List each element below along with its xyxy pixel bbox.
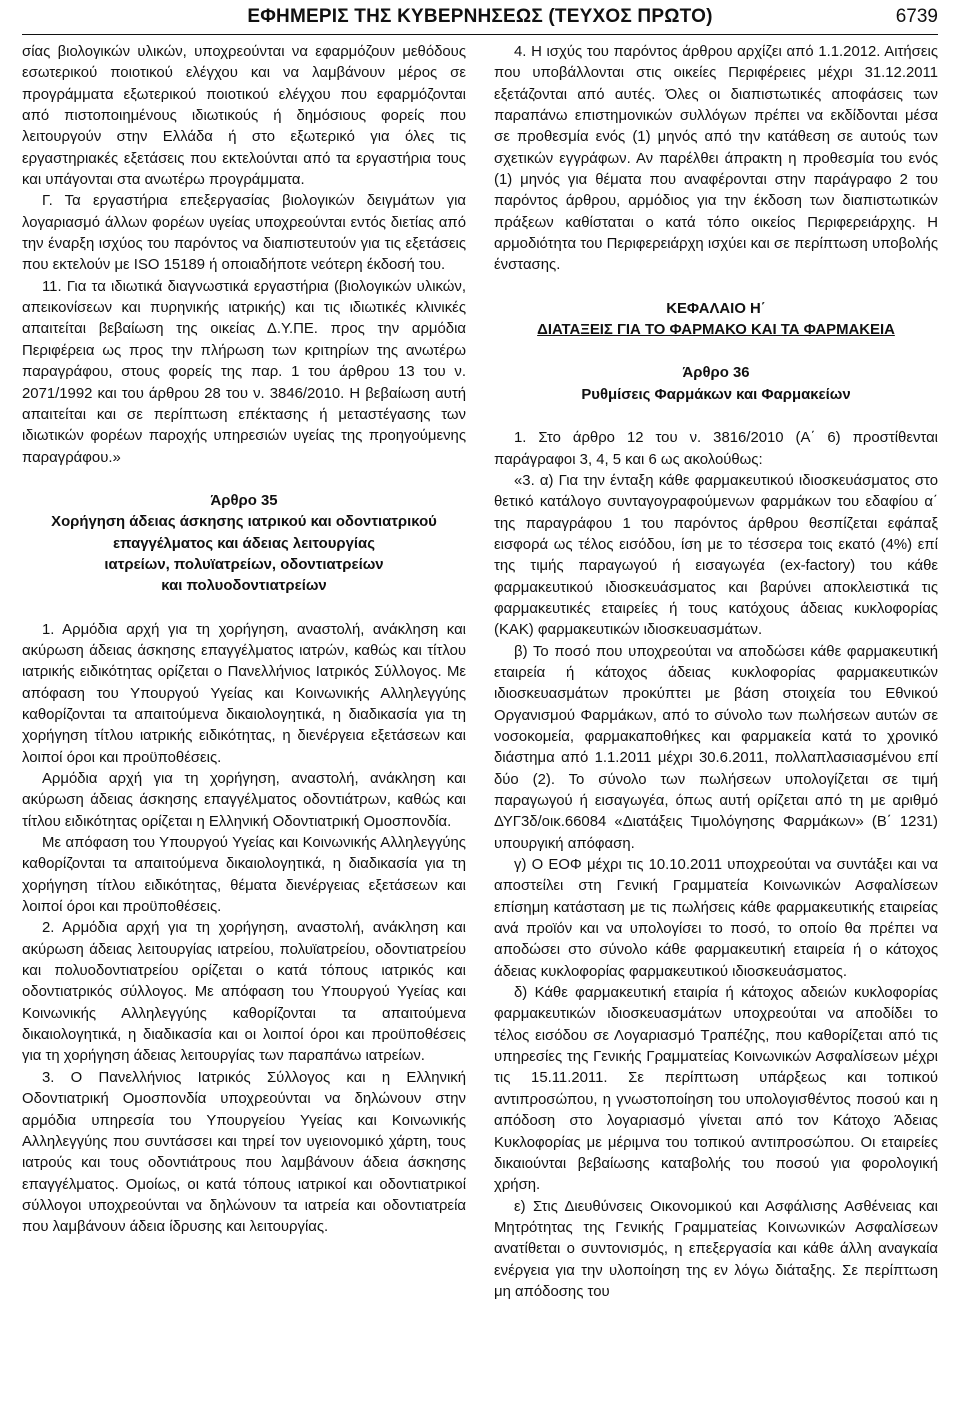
paragraph: 1. Αρμόδια αρχή για τη χορήγηση, αναστολή, ανάκληση και ακύρωση άδειας άσκησης επαγγέλματος ιατρών, καθώς και τίτλου ιατρικής ειδικότητας ορίζεται ο Πανελλήνιος Ιατρικός Σύλλογος. Με απόφαση του Υπουργού Υγείας και Κοινωνικής Αλληλεγγύης καθορίζονται τα απαιτούμενα δικαιολογητικά, η διαδικασία για τη χορήγηση τίτλου ιατρικής ειδικότητας, η διενέργεια εξετάσεων και λοιποί όροι και προϋποθέσεις.	[22, 621, 466, 766]
chapter-title: ΚΕΦΑΛΑΙΟ Η΄	[666, 300, 766, 317]
paragraph: 3. Ο Πανελλήνιος Ιατρικός Σύλλογος και η Ελληνική Οδοντιατρική Ομοσπονδία υποχρεούνται να δηλώνουν στην αρμόδια υπηρεσία του Υπουργείου Υγείας και Κοινωνικής Αλληλεγγύης που συντάσσει και τηρεί τον υγειονομικό χάρτη, τους ιατρούς και τους οδοντιάτρους που λαμβάνουν άδεια άσκησης επαγγέλματος. Ομοίως, οι κατά τόπους ιατρικοί και οδοντιατρικοί σύλλογοι υποχρεούνται να δηλώνουν τα ιατρεία και οδοντιατρεία που λαμβάνουν άδεια ίδρυσης και λειτουργίας.	[22, 1069, 466, 1236]
article-36-title: Άρθρο 36	[682, 365, 750, 382]
article-35-title: Άρθρο 35	[210, 492, 278, 509]
paragraph: 1. Στο άρθρο 12 του ν. 3816/2010 (Α΄ 6) προστίθενται παράγραφοι 3, 4, 5 και 6 ως ακολούθως:	[494, 430, 938, 468]
paragraph: Αρμόδια αρχή για τη χορήγηση, αναστολή, ανάκληση και ακύρωση άδειας άσκησης επαγγέλματος οδοντιάτρων, καθώς και τίτλου ειδικότητας ορίζεται η Ελληνική Οδοντιατρική Ομοσπονδία.	[22, 771, 466, 830]
left-column	[22, 42, 466, 1419]
page-header	[22, 0, 938, 35]
paragraph: δ) Κάθε φαρμακευτική εταιρία ή κάτοχος αδειών κυκλοφορίας φαρμακευτικών ιδιοσκευασμάτων υποχρεούται να αποδίδει το τέλος εισόδου σε Λογαριασμό Τραπέζης, που καθορίζεται από τις υπηρεσίες της Γενικής Γραμματείας Κοινωνικών Ασφαλίσεων μέχρι τις 15.11.2011. Σε περίπτωση υπάρξεως και τοπικού αντιπροσώπου, η γνωστοποίηση του υπολογισθέντος ποσού και η απόδοση στο λογαριασμό γίνεται από τον Κάτοχο Άδειας Κυκλοφορίας με μέριμνα του τοπικού αντιπροσώπου. Οι εταιρείες δικαιούνται βεβαίωσης καταβολής του ποσού για φορολογική χρήση.	[494, 985, 938, 1194]
paragraph: 4. Η ισχύς του παρόντος άρθρου αρχίζει από 1.1.2012. Αιτήσεις που υποβάλλονται στις οικείες Περιφέρειες μέχρι 31.12.2011 εξετάζονται από αυτές. Όλες οι διαπιστωτικές αποφάσεις των παραπάνω επιστημονικών συλλόγων πρέπει να εκδίδονται μέσα σε προθεσμία ενός (1) μηνός από την κατάθεση σε αυτούς των σχετικών εγγράφων. Αν παρέλθει άπρακτη η προθεσμία του ενός (1) μηνός για θέματα που αναφέρονται στην παράγραφο 2 του παρόντος άρθρου, αρμόδιος για την έκδοση των διαπιστωτικών πράξεων καθίσταται ο κατά τόπο οικείος Περιφερειάρχης. Η αρμοδιότητα του Περιφερειάρχη ισχύει και σε περίπτωση υποβολής ένστασης.	[494, 44, 938, 274]
text-columns	[22, 42, 938, 1419]
article-35-heading	[22, 491, 466, 598]
article-35-subtitle: επαγγέλματος και άδειας λειτουργίας	[113, 535, 375, 552]
paragraph: Γ. Τα εργαστήρια επεξεργασίας βιολογικών δειγμάτων για λογαριασμό άλλων φορέων υγείας υποχρεούνται εντός διετίας από την έναρξη ισχύος του παρόντος να διαπιστευτούν για τις εξετάσεις που εκτελούν με ISO 15189 ή οποιαδήποτε νεότερη έκδοσή του.	[22, 193, 466, 274]
chapter-heading	[494, 299, 938, 342]
article-36-heading	[494, 363, 938, 406]
article-35-subtitle: ιατρείων, πολυϊατρείων, οδοντιατρείων	[104, 556, 384, 573]
paragraph: «3. α) Για την ένταξη κάθε φαρμακευτικού ιδιοσκευάσματος στο θετικό κατάλογο συνταγογραφούμενων φαρμάκων του εδαφίου α΄ της παραγράφου 1 του παρόντος άρθρου θεσπίζεται εφάπαξ εισφορά ως τέλος εισόδου, ίση με το τέσσερα τοις εκατό (4%) επί της τιμής παραγωγού ή εισαγωγέα (ex-factory) του κάθε φαρμακευτικού ιδιοσκευάσματος και βαρύνει αποκλειστικά τις φαρμακευτικές εταιρείες ή τους κατόχους άδειας κυκλοφορίας (ΚΑΚ) φαρμακευτικών ιδιοσκευασμάτων.	[494, 472, 938, 639]
paragraph: 11. Για τα ιδιωτικά διαγνωστικά εργαστήρια (βιολογικών υλικών, απεικονίσεων και πυρηνικής ιατρικής) και τις ιδιωτικές κλινικές απαιτείται βεβαίωση της οικείας Δ.Υ.ΠΕ. προς την αρμόδια Περιφέρεια ως προς την πλήρωση των κριτηρίων της ανωτέρω παραγράφου, στους φορείς της παρ. 1 του άρθρου 13 του ν. 2071/1992 και του άρθρου 28 του ν. 3846/2010. Η βεβαίωση αυτή απαιτείται και σε περίπτωση επέκτασης ή μεταστέγασης των ιδιωτικών φορέων παροχής υπηρεσιών υγείας της προηγούμενης παραγράφου.»	[22, 278, 466, 466]
chapter-subtitle: ΔΙΑΤΑΞΕΙΣ ΓΙΑ ΤΟ ΦΑΡΜΑΚΟ ΚΑΙ ΤΑ ΦΑΡΜΑΚΕΙΑ	[537, 322, 895, 339]
paragraph: β) Το ποσό που υποχρεούται να αποδώσει κάθε φαρμακευτική εταιρεία ή κάτοχος άδειας κυκλοφορίας φαρμακευτικών ιδιοσκευασμάτων προκύπτει με βάση στοιχεία του Εθνικού Οργανισμού Φαρμάκων, από το σύνολο των πωλήσεων αυτών σε νοσοκομεία, φαρμακαποθήκες και φαρμακεία κατά το χρονικό διάστημα από 1.1.2011 μέχρι 30.6.2011, πολλαπλασιασμένου επί δύο (2). Το σύνολο των πωλήσεων υπολογίζεται σε τιμή παραγωγού ή εισαγωγέα, όπως αυτή ορίζεται από τη με αριθμό ΔΥΓ3δ/οικ.66084 «Διατάξεις Τιμολόγησης Φαρμάκων» (Β΄ 1231) υπουργική απόφαση.	[494, 643, 938, 852]
paragraph: σίας βιολογικών υλικών, υποχρεούνται να εφαρμόζουν μεθόδους εσωτερικού ποιοτικού ελέγχου και να λαμβάνουν μέρος σε προγράμματα εξωτερικού ποιοτικού ελέγχου που εφαρμόζονται από πιστοποιημένους ιδιωτικούς ή δημόσιους φορείς που λειτουργούν στην Ελλάδα ή στο εξωτερικό για όλες τις εργαστηριακές εξετάσεις που εκτελούνται από τα εργαστήρια τους και υπάγονται στα ανωτέρω προγράμματα.	[22, 44, 466, 189]
paragraph: Με απόφαση του Υπουργού Υγείας και Κοινωνικής Αλληλεγγύης καθορίζονται τα απαιτούμενα δικαιολογητικά, η διαδικασία για τη χορήγηση τίτλου ειδικότητας, θέματα διενέργειας εξετάσεων και λοιποί όροι και προϋποθέσεις.	[22, 835, 466, 916]
paragraph: 2. Αρμόδια αρχή για τη χορήγηση, αναστολή, ανάκληση και ακύρωση άδειας λειτουργίας ιατρείου, πολυϊατρείου, οδοντιατρείου και πολυοδοντιατρείου ορίζεται ο κατά τόπους ιατρικός και οδοντιατρικός σύλλογος. Με απόφαση του Υπουργού Υγείας και Κοινωνικής Αλληλεγγύης καθορίζονται τα απαιτούμενα δικαιολογητικά, η διαδικασία και οι λοιποί όροι και προϋποθέσεις για τη χορήγηση άδειας λειτουργίας των παραπάνω ιατρείων.	[22, 920, 466, 1065]
right-column	[494, 42, 938, 1419]
article-35-subtitle: και πολυοδοντιατρείων	[161, 578, 327, 595]
page-number: 6739	[895, 6, 938, 27]
paragraph: γ) Ο ΕΟΦ μέχρι τις 10.10.2011 υποχρεούται να συντάξει και να αποστείλει στη Γενική Γραμματεία Κοινωνικών Ασφαλίσεων επίσημη κατάσταση με τις πωλήσεις κάθε φαρμακευτικής εταιρείας ανά προϊόν και να υπολογίσει το ποσό, το οποίο θα πρέπει να αποδώσει στο σύνολο κάθε φαρμακευτική εταιρεία ή ο κάτοχος άδειας κυκλοφορίας φαρμακευτικού ιδιοσκευάσματος.	[494, 857, 938, 980]
article-36-subtitle: Ρυθμίσεις Φαρμάκων και Φαρμακείων	[581, 386, 851, 403]
gazette-title: ΕΦΗΜΕΡΙΣ ΤΗΣ ΚΥΒΕΡΝΗΣΕΩΣ (ΤΕΥΧΟΣ ΠΡΩΤΟ)	[247, 6, 713, 27]
paragraph: ε) Στις Διευθύνσεις Οικονομικού και Ασφάλισης Ασθένειας και Μητρότητας της Γενικής Γραμματείας Κοινωνικών Ασφαλίσεων ανατίθεται ο συντονισμός, η επεξεργασία και κάθε άλλη αναγκαία ενέργεια για την υλοποίηση της εν λόγω διάταξης. Σε περίπτωση μη απόδοσης του	[494, 1198, 938, 1300]
article-35-subtitle: Χορήγηση άδειας άσκησης ιατρικού και οδοντιατρικού	[51, 514, 437, 531]
